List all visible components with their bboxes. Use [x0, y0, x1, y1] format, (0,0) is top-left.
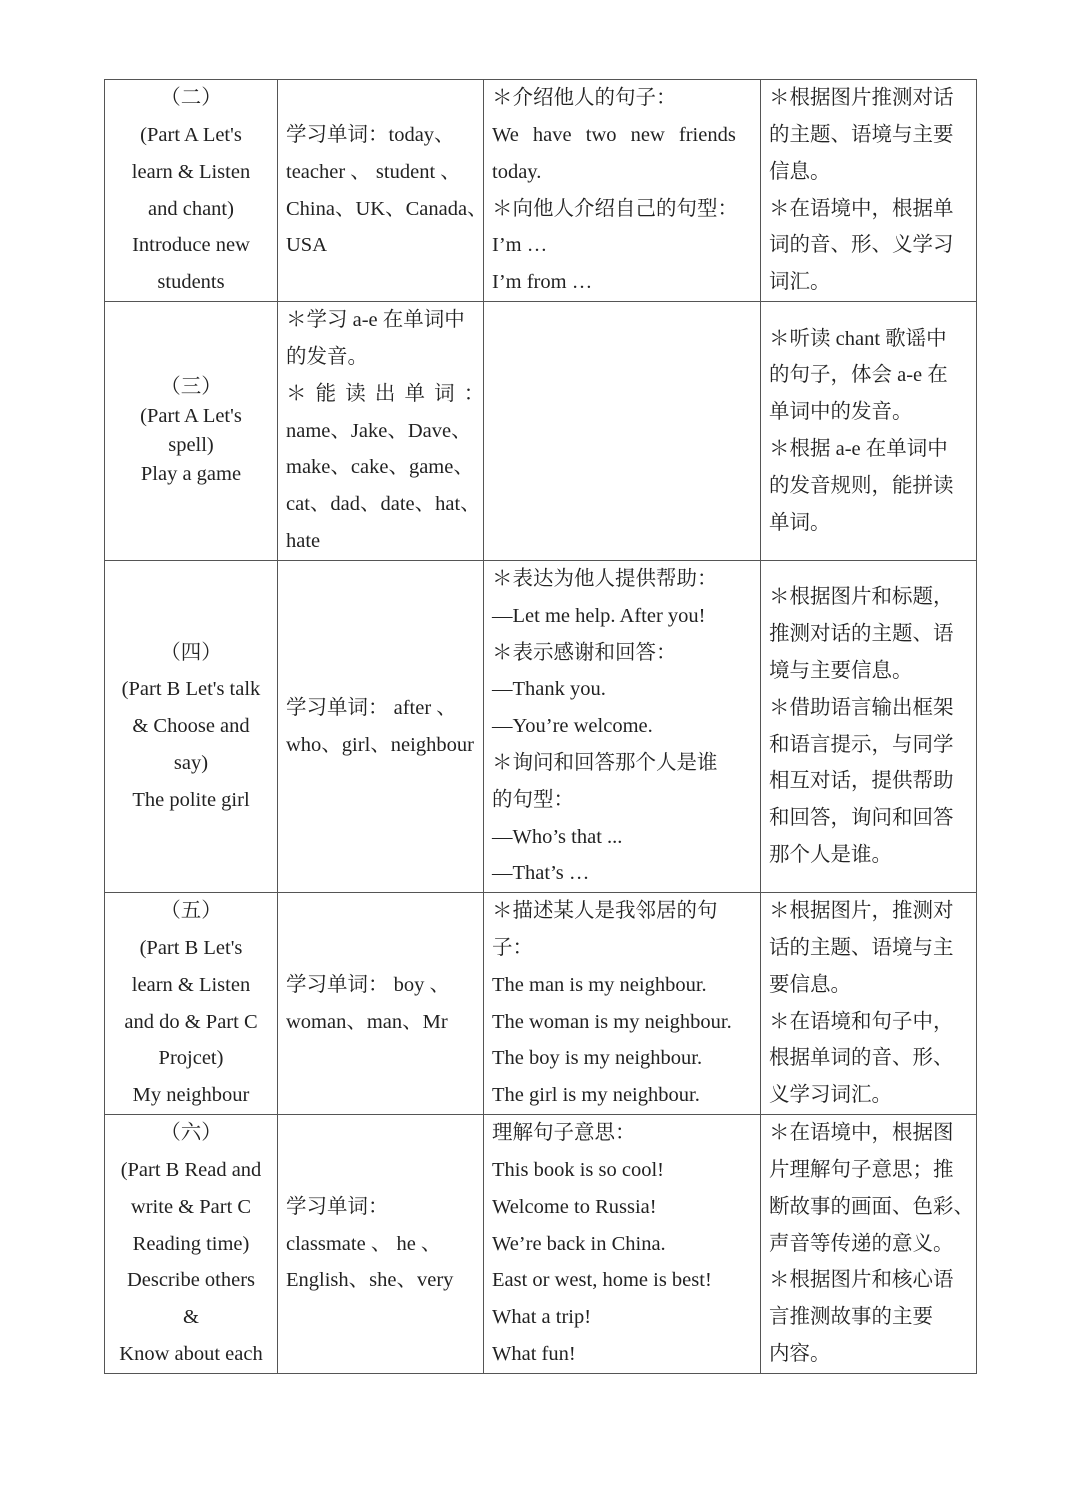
lesson-plan-table	[104, 79, 977, 1374]
lesson-number: （六）	[160, 1122, 222, 1145]
goals-cell: ＊根据图片推测对话 的主题、语境与主要 信息。 ＊在语境中，根据单 词的音、形、义学习 词汇。	[761, 80, 977, 302]
sentences-cell: ＊表达为他人提供帮助： —Let me help. After you! ＊表示感谢和回答： —Thank you. —You’re welcome. ＊询问和回答那个人是谁 的句型： —Who’s that ... —That’s …	[484, 561, 761, 893]
table-row	[105, 561, 977, 893]
goals-cell: ＊根据图片和标题， 推测对话的主题、语 境与主要信息。 ＊借助语言输出框架 和语言提示，与同学 相互对话，提供帮助 和回答，询问和回答 那个人是谁。	[761, 561, 977, 893]
lesson-number: （三）	[160, 376, 222, 398]
table-row	[105, 80, 977, 302]
vocab-cell: ＊学习 a-e 在单词中 的发音。 ＊ 能 读 出 单 词 ： name、Jake、Dave、 make、cake、game、 cat、dad、date、hat、 hate	[278, 302, 484, 561]
vocab-cell: 学习单词：today、 teacher 、 student 、 China、UK、Canada、 USA	[278, 80, 484, 302]
lesson-number: （二）	[160, 87, 222, 110]
sentences-cell: ＊介绍他人的句子： We have two new friends today. ＊向他人介绍自己的句型： I’m … I’m from …	[484, 80, 761, 302]
lesson-number: （五）	[160, 900, 222, 923]
goals-cell: ＊在语境中，根据图 片理解句子意思；推 断故事的画面、色彩、 声音等传递的意义。 ＊根据图片和核心语 言推测故事的主要 内容。	[761, 1115, 977, 1374]
table-row	[105, 1115, 977, 1374]
vocab-cell: 学习单词： boy 、 woman、man、Mr	[278, 893, 484, 1115]
goals-cell: ＊听读 chant 歌谣中 的句子，体会 a-e 在 单词中的发音。 ＊根据 a-e 在单词中 的发音规则，能拼读 单词。	[761, 302, 977, 561]
sentences-cell-empty	[484, 302, 761, 561]
lesson-cell: （四） (Part B Let's talk & Choose and say) The polite girl	[105, 561, 278, 893]
table-row	[105, 893, 977, 1115]
lesson-cell: （五） (Part B Let's learn & Listen and do & Part C Projcet) My neighbour	[105, 893, 278, 1115]
sentences-cell: 理解句子意思： This book is so cool! Welcome to Russia! We’re back in China. East or west, home is best! What a trip! What fun!	[484, 1115, 761, 1374]
table-row	[105, 302, 977, 561]
goals-cell: ＊根据图片，推测对 话的主题、语境与主 要信息。 ＊在语境和句子中， 根据单词的音、形、 义学习词汇。	[761, 893, 977, 1115]
vocab-cell: 学习单词： after 、 who、girl、neighbour	[278, 561, 484, 893]
sentences-cell: ＊描述某人是我邻居的句 子： The man is my neighbour. The woman is my neighbour. The boy is my neighbour. The girl is my neighbour.	[484, 893, 761, 1115]
lesson-cell: （六） (Part B Read and write & Part C Reading time) Describe others & Know about each	[105, 1115, 278, 1374]
lesson-cell: （二） (Part A Let's learn & Listen and chant) Introduce new students	[105, 80, 278, 302]
lesson-number: （四）	[160, 641, 222, 664]
vocab-cell: 学习单词： classmate 、 he 、 English、she、very	[278, 1115, 484, 1374]
lesson-cell: （三） (Part A Let's spell) Play a game	[105, 302, 278, 561]
